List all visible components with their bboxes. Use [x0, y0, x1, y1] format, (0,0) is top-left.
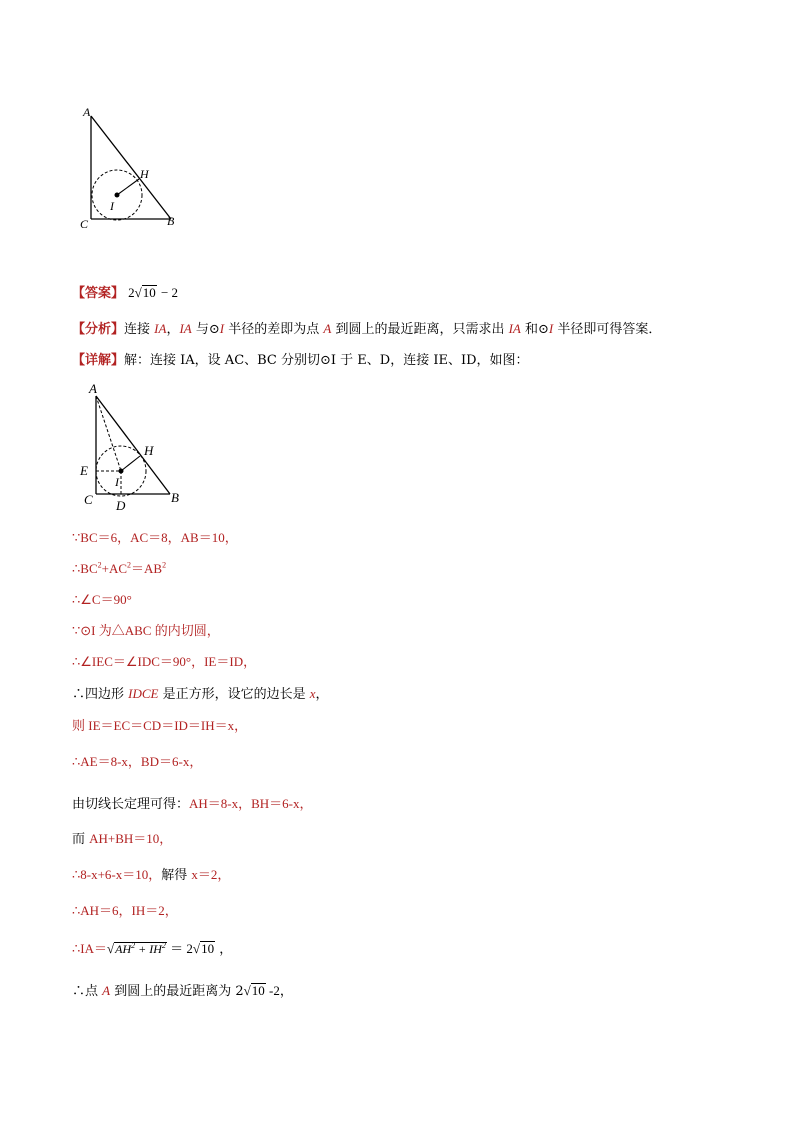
l10-part: AH+BH＝10，	[89, 831, 173, 846]
answer-tail: − 2	[160, 285, 179, 300]
analysis-tag: 【分析】	[72, 322, 125, 337]
l14-root: 10	[251, 983, 265, 998]
radius-ih	[121, 456, 140, 471]
l14-part: ∴点	[72, 984, 103, 999]
l13-end: ，	[215, 942, 233, 957]
analysis-a: A	[323, 321, 332, 336]
l11-part: x＝2，	[191, 867, 231, 882]
solution-line-13: $\therefore IA=√AH^2 + IH^2 = 2√10$ ，	[72, 941, 233, 957]
solution-line-5: ∴∠IEC＝∠IDC＝90°，IE＝ID，	[72, 654, 257, 669]
l11-part: ∴8-x+6-x＝10，	[72, 867, 162, 882]
label-h: H	[144, 443, 154, 458]
figure-2-triangle	[72, 378, 192, 513]
l6-part: IDCE	[128, 686, 159, 701]
l11-part: 解得	[161, 868, 192, 883]
solution-line-10	[72, 831, 172, 848]
analysis-text: 连接	[124, 322, 155, 337]
radius-ih	[117, 179, 139, 195]
detail-text: 解：连接 IA，设 AC、BC 分别切⊙I 于 E、D，连接 IE、ID，如图：	[124, 353, 529, 368]
l2-part: ＝AB	[131, 561, 163, 576]
solution-line-14: ∴点 A 到圆上的最近距离为 2√10 -2，	[72, 983, 293, 999]
l9-part: AH＝8-x，BH＝6-x，	[189, 796, 313, 811]
analysis-i: I	[548, 321, 554, 336]
analysis-text: 半径的差即为点	[224, 322, 324, 337]
answer-line: 【答案】 2√10 − 2	[72, 285, 179, 301]
analysis-ia: IA	[179, 321, 192, 336]
l14-part: 到圆上的最近距离为 2	[110, 984, 244, 999]
l10-part: 而	[72, 832, 90, 847]
l13-root: 10	[201, 941, 215, 956]
solution-line-9	[72, 796, 313, 813]
l6-part: 是正方形，设它的边长是	[158, 687, 310, 702]
label-d: D	[116, 498, 126, 513]
label-h: H	[140, 167, 149, 181]
center-i	[115, 193, 120, 198]
label-a: A	[89, 381, 97, 396]
analysis-ia: IA	[508, 321, 521, 336]
l6-part: ，	[315, 687, 329, 702]
l14-part: A	[102, 983, 111, 998]
detail-tag: 【详解】	[72, 353, 125, 368]
l13-exp: 2	[161, 941, 166, 950]
label-b: B	[171, 490, 179, 505]
analysis-ia: IA	[154, 321, 167, 336]
l13-eq: ＝ 2	[166, 941, 193, 956]
solution-line-6	[72, 686, 329, 703]
label-a: A	[83, 105, 91, 119]
l6-part: ∴四边形	[72, 687, 129, 702]
detail-line	[72, 353, 529, 369]
analysis-text: 和⊙	[520, 322, 549, 337]
segment-ia	[96, 396, 121, 471]
l2-exp: 2	[127, 560, 132, 570]
analysis-text: 与⊙	[191, 322, 220, 337]
l2-exp: 2	[97, 560, 102, 570]
side-ab	[91, 116, 171, 219]
solution-line-1: ∵BC＝6，AC＝8，AB＝10，	[72, 530, 238, 545]
solution-line-7: 则 IE＝EC＝CD＝ID＝IH＝x，	[72, 718, 248, 733]
analysis-line	[72, 321, 661, 338]
analysis-text: 半径即可得答案．	[553, 322, 662, 337]
solution-line-12: ∴AH＝6，IH＝2，	[72, 903, 178, 918]
l9-part: 由切线长定理可得：	[72, 797, 190, 812]
l13-part: ∴IA＝	[72, 941, 107, 956]
answer-tag: 【答案】	[72, 286, 125, 301]
l2-part: +AC	[101, 561, 128, 576]
l14-part: -2，	[265, 983, 293, 998]
label-i: I	[115, 475, 119, 489]
label-e: E	[80, 463, 88, 478]
analysis-text: 到圆上的最近距离，只需求出	[331, 322, 509, 337]
side-ab	[96, 396, 170, 494]
solution-line-8: ∴AE＝8-x，BD＝6-x，	[72, 754, 203, 769]
solution-line-11	[72, 867, 230, 884]
answer-coef: 2	[128, 285, 135, 300]
answer-radicand: 10	[142, 285, 156, 300]
label-i: I	[110, 199, 114, 213]
analysis-sep: ，	[166, 322, 180, 337]
center-i	[119, 469, 124, 474]
l13-exp: 2	[131, 941, 136, 950]
label-c: C	[80, 217, 89, 231]
l13-radicand: + IH	[135, 942, 162, 956]
l6-part: x	[309, 686, 316, 701]
label-b: B	[167, 214, 175, 228]
l2-part: ∴BC	[72, 561, 98, 576]
label-c: C	[84, 492, 93, 507]
solution-line-2	[72, 561, 166, 577]
l2-exp: 2	[162, 560, 167, 570]
figure-1-triangle	[70, 100, 190, 235]
analysis-i: I	[219, 321, 225, 336]
l13-radicand: AH	[115, 942, 132, 956]
solution-line-4: ∵⊙I 为△ABC 的内切圆，	[72, 623, 220, 638]
solution-line-3: ∴∠C＝90°	[72, 592, 132, 607]
